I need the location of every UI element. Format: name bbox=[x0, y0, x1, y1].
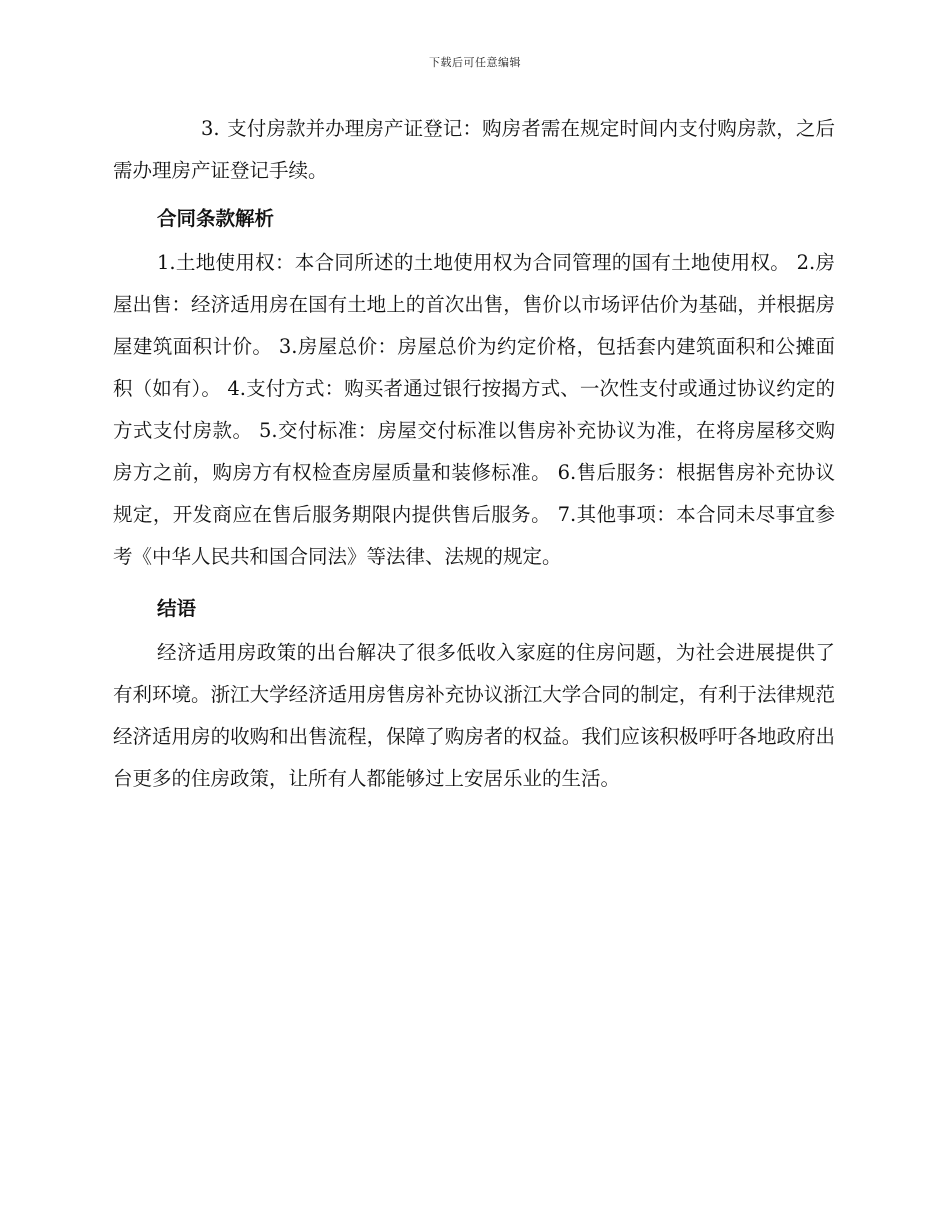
step-3-number: 3. bbox=[201, 117, 220, 140]
step-3-text: 支付房款并办理房产证登记：购房者需在规定时间内支付购房款，之后需办理房产证登记手续。 bbox=[113, 117, 835, 182]
conclusion-paragraph: 经济适用房政策的出台解决了很多低收入家庭的住房问题，为社会进展提供了有利环境。浙江大学经济适用房售房补充协议浙江大学合同的制定，有利于法律规范经济适用房的收购和出售流程，保障了购房者的权益。我们应该积极呼吁各地政府出台更多的住房政策，让所有人都能够过上安居乐业的生活。 bbox=[113, 641, 835, 790]
conclusion-heading: 结语 bbox=[157, 597, 197, 620]
clauses-paragraph: 1.土地使用权：本合同所述的土地使用权为合同管理的国有土地使用权。 2.房屋出售：经济适用房在国有土地上的首次出售，售价以市场评估价为基础，并根据房屋建筑面积计价。 3.房屋总价：房屋总价为约定价格，包括套内建筑面积和公摊面积（如有）。 4.支付方式：购买者通过银行按揭方式、一次性支付或通过协议约定的方式支付房款。 5.交付标准：房屋交付标准以售房补充协议为准，在将房屋移交购房方之前，购房方有权检查房屋质量和装修标准。 6.售后服务：根据售房补充协议规定，开发商应在售后服务期限内提供售后服务。 7.其他事项：本合同未尽事宜参考《中华人民共和国合同法》等法律、法规的规定。 bbox=[113, 251, 835, 568]
clauses-heading: 合同条款解析 bbox=[157, 207, 275, 230]
step-3-paragraph bbox=[113, 108, 835, 192]
section-spacer bbox=[113, 578, 835, 582]
document-body bbox=[113, 108, 835, 800]
page-header-note: 下载后可任意编辑 bbox=[429, 56, 521, 69]
